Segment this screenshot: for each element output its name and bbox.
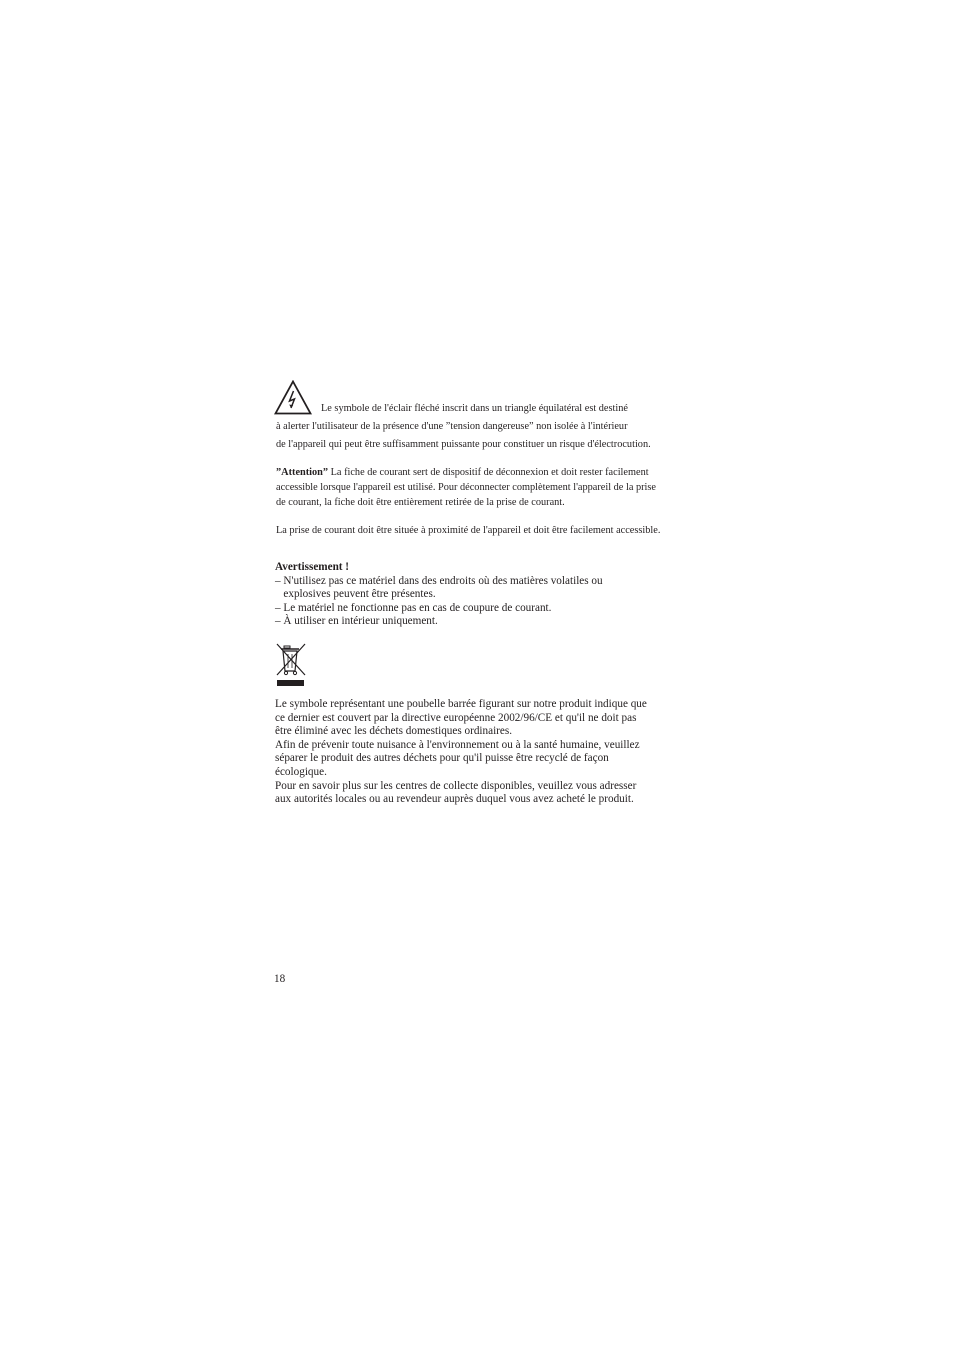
avertissement-line-2: explosives peuvent être présentes. (275, 588, 436, 600)
weee-line-5: séparer le produit des autres déchets pour qu'il puisse être recyclé de façon (275, 752, 609, 764)
weee-line-3: être éliminé avec les déchets domestiques ordinaires. (275, 725, 513, 737)
socket-note: La prise de courant doit être située à proximité de l'appareil et doit être facilement accessible. (276, 525, 661, 536)
attention-label: ”Attention” (276, 467, 329, 478)
weee-line-2: ce dernier est couvert par la directive européenne 2002/96/CE et qu'il ne doit pas (275, 712, 637, 724)
crossed-out-wheelie-bin-icon (275, 642, 307, 688)
page-number: 18 (274, 973, 286, 985)
warning-line-3: de l'appareil qui peut être suffisamment puissante pour constituer un risque d'électrocution. (276, 439, 651, 450)
avertissement-line-3: – Le matériel ne fonctionne pas en cas de coupure de courant. (275, 602, 552, 614)
weee-line-7: Pour en savoir plus sur les centres de collecte disponibles, veuillez vous adresser (275, 780, 637, 792)
avertissement-heading: Avertissement ! (275, 561, 350, 573)
warning-line-2: à alerter l'utilisateur de la présence d'une ”tension dangereuse” non isolée à l'intérieur (276, 421, 628, 432)
weee-line-6: écologique. (275, 766, 327, 778)
weee-line-1: Le symbole représentant une poubelle barrée figurant sur notre produit indique que (275, 698, 647, 710)
weee-line-4: Afin de prévenir toute nuisance à l'environnement ou à la santé humaine, veuillez (275, 739, 640, 751)
attention-line-2: accessible lorsque l'appareil est utilisé. Pour déconnecter complètement l'appareil de la prise (276, 482, 656, 493)
weee-line-8: aux autorités locales ou au revendeur auprès duquel vous avez acheté le produit. (275, 793, 634, 805)
attention-line-3: de courant, la fiche doit être entièrement retirée de la prise de courant. (276, 497, 565, 508)
lightning-warning-triangle-icon (274, 380, 312, 415)
avertissement-line-4: – À utiliser en intérieur uniquement. (275, 615, 438, 627)
warning-line-1: Le symbole de l'éclair fléché inscrit dans un triangle équilatéral est destiné (321, 403, 628, 414)
avertissement-line-1: – N'utilisez pas ce matériel dans des endroits où des matières volatiles ou (275, 575, 603, 587)
attention-line-1-text: La fiche de courant sert de dispositif de déconnexion et doit rester facilement (328, 467, 649, 478)
